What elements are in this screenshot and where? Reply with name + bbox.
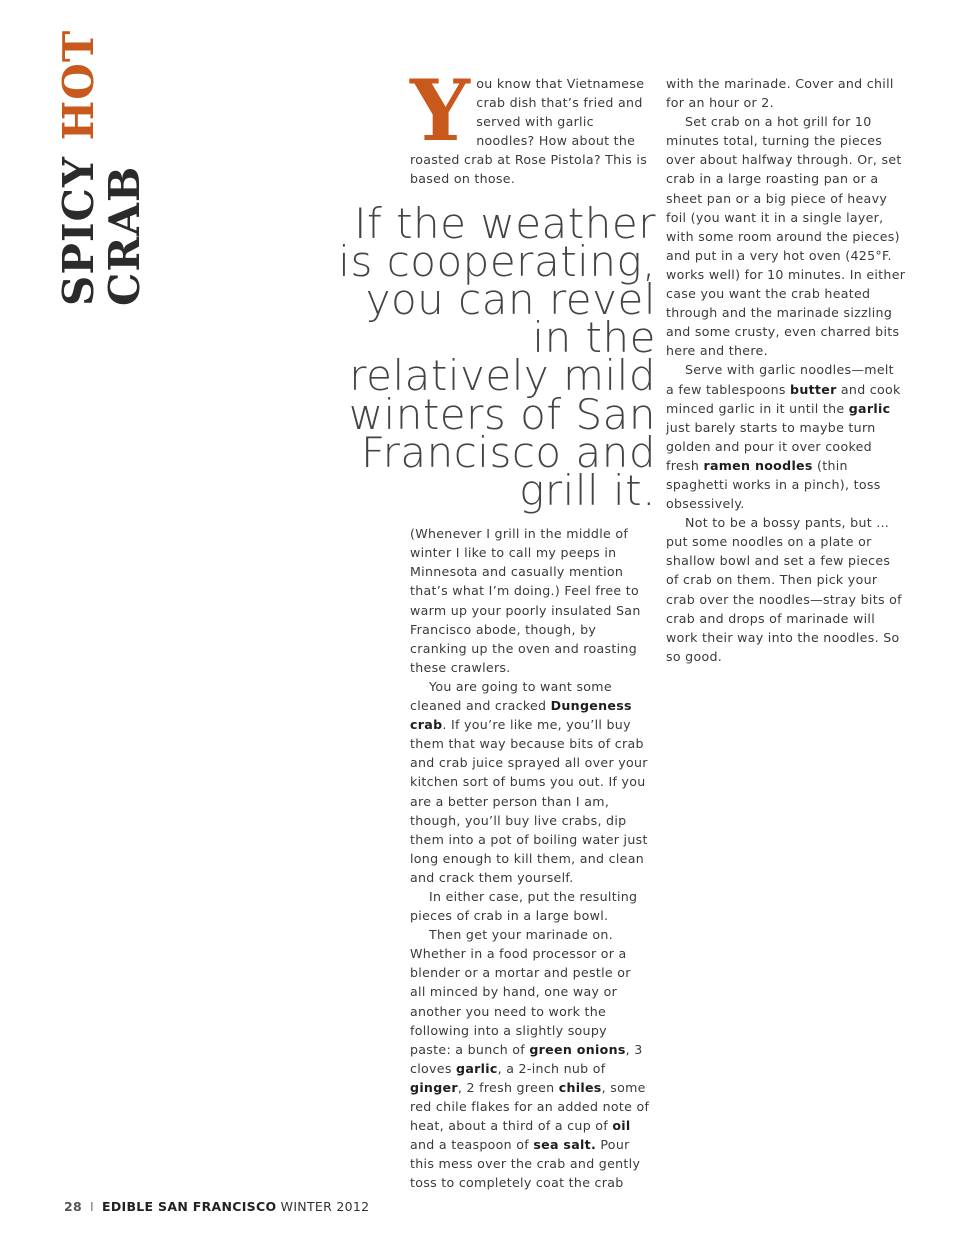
body-paragraph: Set crab on a hot grill for 10 minutes total, turning the pieces over about halfway through. Or, set crab in a large roasting pan or a sheet pan or a big piece of heavy foil (you want it in a single layer, with some room around the pieces) and put in a very hot oven (425°F. works well) for 10 minutes. In either case you want the crab heated through and the marinade sizzling and some crusty, even charred bits here and there. bbox=[666, 114, 906, 359]
title-block bbox=[54, 29, 166, 318]
ingredient: ginger bbox=[410, 1079, 458, 1095]
body-paragraph bbox=[666, 360, 906, 513]
text-run: , a 2-inch nub of bbox=[497, 1060, 606, 1076]
text-run: , 3 cloves bbox=[410, 1041, 643, 1076]
text-run: and a teaspoon of bbox=[410, 1137, 534, 1153]
intro-text: ou know that Vietnamese crab dish that’s fried and served with garlic noodles? How about the roasted crab at Rose Pistola? This is based on those. bbox=[410, 76, 648, 187]
text-run: (thin spaghetti works in a pinch), toss obsessively. bbox=[666, 457, 881, 512]
column-right bbox=[666, 74, 906, 666]
ingredient: green onions bbox=[529, 1041, 626, 1057]
title-word-hot: HOT bbox=[54, 29, 103, 141]
footer-separator: I bbox=[90, 1199, 94, 1214]
body-paragraph bbox=[410, 677, 650, 887]
ingredient: ramen noodles bbox=[703, 457, 813, 473]
ingredient: Dungeness crab bbox=[410, 698, 632, 733]
text-run: and cook minced garlic in it until the bbox=[666, 381, 901, 416]
title-word-spicy: SPICY bbox=[54, 156, 103, 306]
body-paragraph: Not to be a bossy pants, but … put some noodles on a plate or shallow bowl and set a few pieces of crab on them. Then pick your crab over the noodles—stray bits of crab and drops of marinade will work their way into the noodles. So so good. bbox=[666, 515, 902, 664]
intro-paragraph bbox=[410, 61, 650, 189]
ingredient: chiles bbox=[558, 1079, 602, 1095]
ingredient: sea salt. bbox=[533, 1137, 597, 1153]
text-run: Serve with garlic noodles—melt a few tablespoons bbox=[666, 362, 894, 397]
page-number: 28 bbox=[64, 1199, 82, 1214]
text-run: Pour this mess over the crab and gently toss to completely coat the crab bbox=[410, 1137, 641, 1191]
ingredient: garlic bbox=[848, 400, 891, 416]
issue-label: WINTER 2012 bbox=[280, 1199, 370, 1214]
body-paragraph: (Whenever I grill in the middle of winter I like to call my peeps in Minnesota and casually mention that’s what I’m doing.) Feel free to warm up your poorly insulated San Francisco abode, though, by cranking up the oven and roasting these crawlers. bbox=[410, 526, 641, 675]
text-run: , some red chile flakes for an added note of heat, about a third of a cup of bbox=[410, 1079, 650, 1134]
body-paragraph: In either case, put the resulting pieces of crab in a large bowl. bbox=[410, 888, 638, 924]
body-paragraph: with the marinade. Cover and chill for an hour or 2. bbox=[666, 76, 894, 111]
column-left bbox=[338, 61, 656, 1192]
ingredient: butter bbox=[790, 381, 837, 397]
magazine-name: EDIBLE SAN FRANCISCO bbox=[102, 1199, 277, 1214]
text-run: Then get your marinade on. Whether in a food processor or a blender or a mortar and pestle or all minced by hand, one way or another you need to work the following into a slightly soupy paste: a bunch of bbox=[410, 927, 631, 1057]
text-run: , 2 fresh green bbox=[457, 1079, 559, 1095]
article-title bbox=[56, 30, 148, 306]
title-word-crab: CRAB bbox=[100, 165, 149, 306]
pull-quote: If the weather is cooperating, you can revel in the relatively mild winters of San Francisco and grill it. bbox=[338, 198, 656, 515]
ingredient: oil bbox=[612, 1118, 631, 1134]
text-run: just barely starts to maybe turn golden and pour it over cooked fresh bbox=[666, 419, 876, 473]
text-run: . If you’re like me, you’ll buy them that way because bits of crab and crab juice sprayed all over your kitchen sort of bums you out. If you are a better person than I am, though, you’ll buy live crabs, dip them into a pot of boiling water just long enough to kill them, and clean and crack them yourself. bbox=[410, 717, 648, 885]
body-paragraph bbox=[410, 925, 650, 1192]
ingredient: garlic bbox=[456, 1060, 498, 1076]
text-run: You are going to want some cleaned and cracked bbox=[410, 678, 612, 714]
page-footer bbox=[64, 1199, 369, 1214]
drop-cap: Y bbox=[410, 61, 471, 160]
